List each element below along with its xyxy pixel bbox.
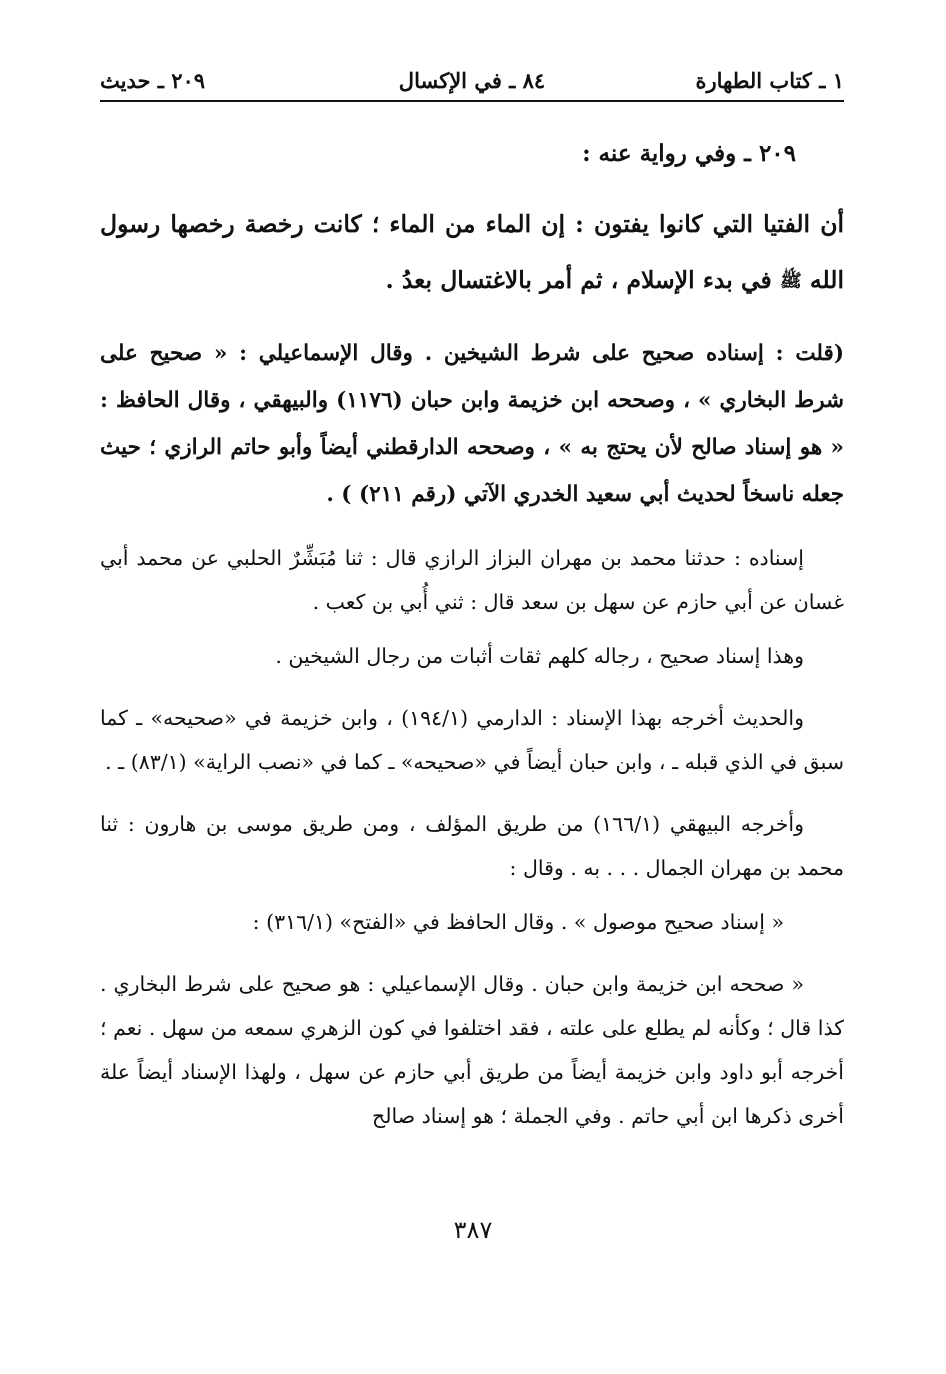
takhrij-paragraph: والحديث أخرجه بهذا الإسناد : الدارمي (١٩٤/١) ، وابن خزيمة في «صحيحه» ـ كما سبق في الذي قبله ـ ، وابن حبان أيضاً في «صحيحه» ـ كما في «نصب الراية» (٨٣/١) ـ .: [100, 705, 844, 774]
header-hadith-number: ٢٠٩ ـ حديث: [100, 68, 206, 93]
isnad-paragraph: إسناده : حدثنا محمد بن مهران البزاز الرازي قال : ثنا مُبَشِّرٌ الحلبي عن محمد أبي غسان عن أبي حازم عن سهل بن سعد قال : ثني أُبي بن كعب .: [100, 545, 844, 614]
book-page: [100, 60, 844, 1320]
grading-note: (قلت : إسناده صحيح على شرط الشيخين . وقال الإسماعيلي : « صحيح على شرط البخاري » ، وصححه ابن خزيمة وابن حبان (١١٧٦) والبيهقي ، وقال الحافظ : « هو إسناد صالح لأن يحتج به » ، وصححه الدارقطني أيضاً وأبو حاتم الرازي ؛ حيث جعله ناسخاً لحديث أبي سعيد الخدري الآتي (رقم ٢١١) ) .: [100, 340, 844, 507]
prophet-salutation-glyph: ﷺ: [779, 270, 802, 292]
bayhaqi-paragraph: وأخرجه البيهقي (١٦٦/١) من طريق المؤلف ، ومن طريق موسى بن هارون : ثنا محمد بن مهران الجمال . . . به . وقال :: [100, 811, 844, 880]
page-number: ٣٨٧: [453, 1216, 493, 1244]
hafiz-quote: « صححه ابن خزيمة وابن حبان . وقال الإسماعيلي : هو صحيح على شرط البخاري . كذا قال ؛ وكأنه لم يطلع على علته ، فقد اختلفوا في كون الزهري سمعه من سهل . نعم ؛ أخرجه أبو داود وابن خزيمة أيضاً من طريق أبي حازم عن سهل ، ولهذا الإسناد أيضاً علة أخرى ذكرها ابن أبي حاتم . وفي الجملة ؛ هو إسناد صالح: [100, 971, 844, 1128]
hadith-text-part-2: في بدء الإسلام ، ثم أمر بالاغتسال بعدُ .: [385, 266, 772, 294]
hadith-text: [100, 196, 844, 310]
bayhaqi-quote: « إسناد صحيح موصول » . وقال الحافظ في «الفتح» (٣١٦/١) :: [252, 909, 784, 934]
header-book-title: ١ ـ كتاب الطهارة: [695, 68, 844, 93]
hadith-title: ٢٠٩ ـ وفي رواية عنه :: [582, 140, 796, 167]
isnad-evaluation: وهذا إسناد صحيح ، رجاله كلهم ثقات أثبات من رجال الشيخين .: [275, 643, 804, 668]
running-header: [100, 60, 844, 102]
hadith-text-part-1: أن الفتيا التي كانوا يفتون : إن الماء من الماء ؛ كانت رخصة رخصها رسول الله: [100, 210, 844, 294]
header-chapter-title: ٨٤ ـ في الإكسال: [398, 68, 546, 93]
